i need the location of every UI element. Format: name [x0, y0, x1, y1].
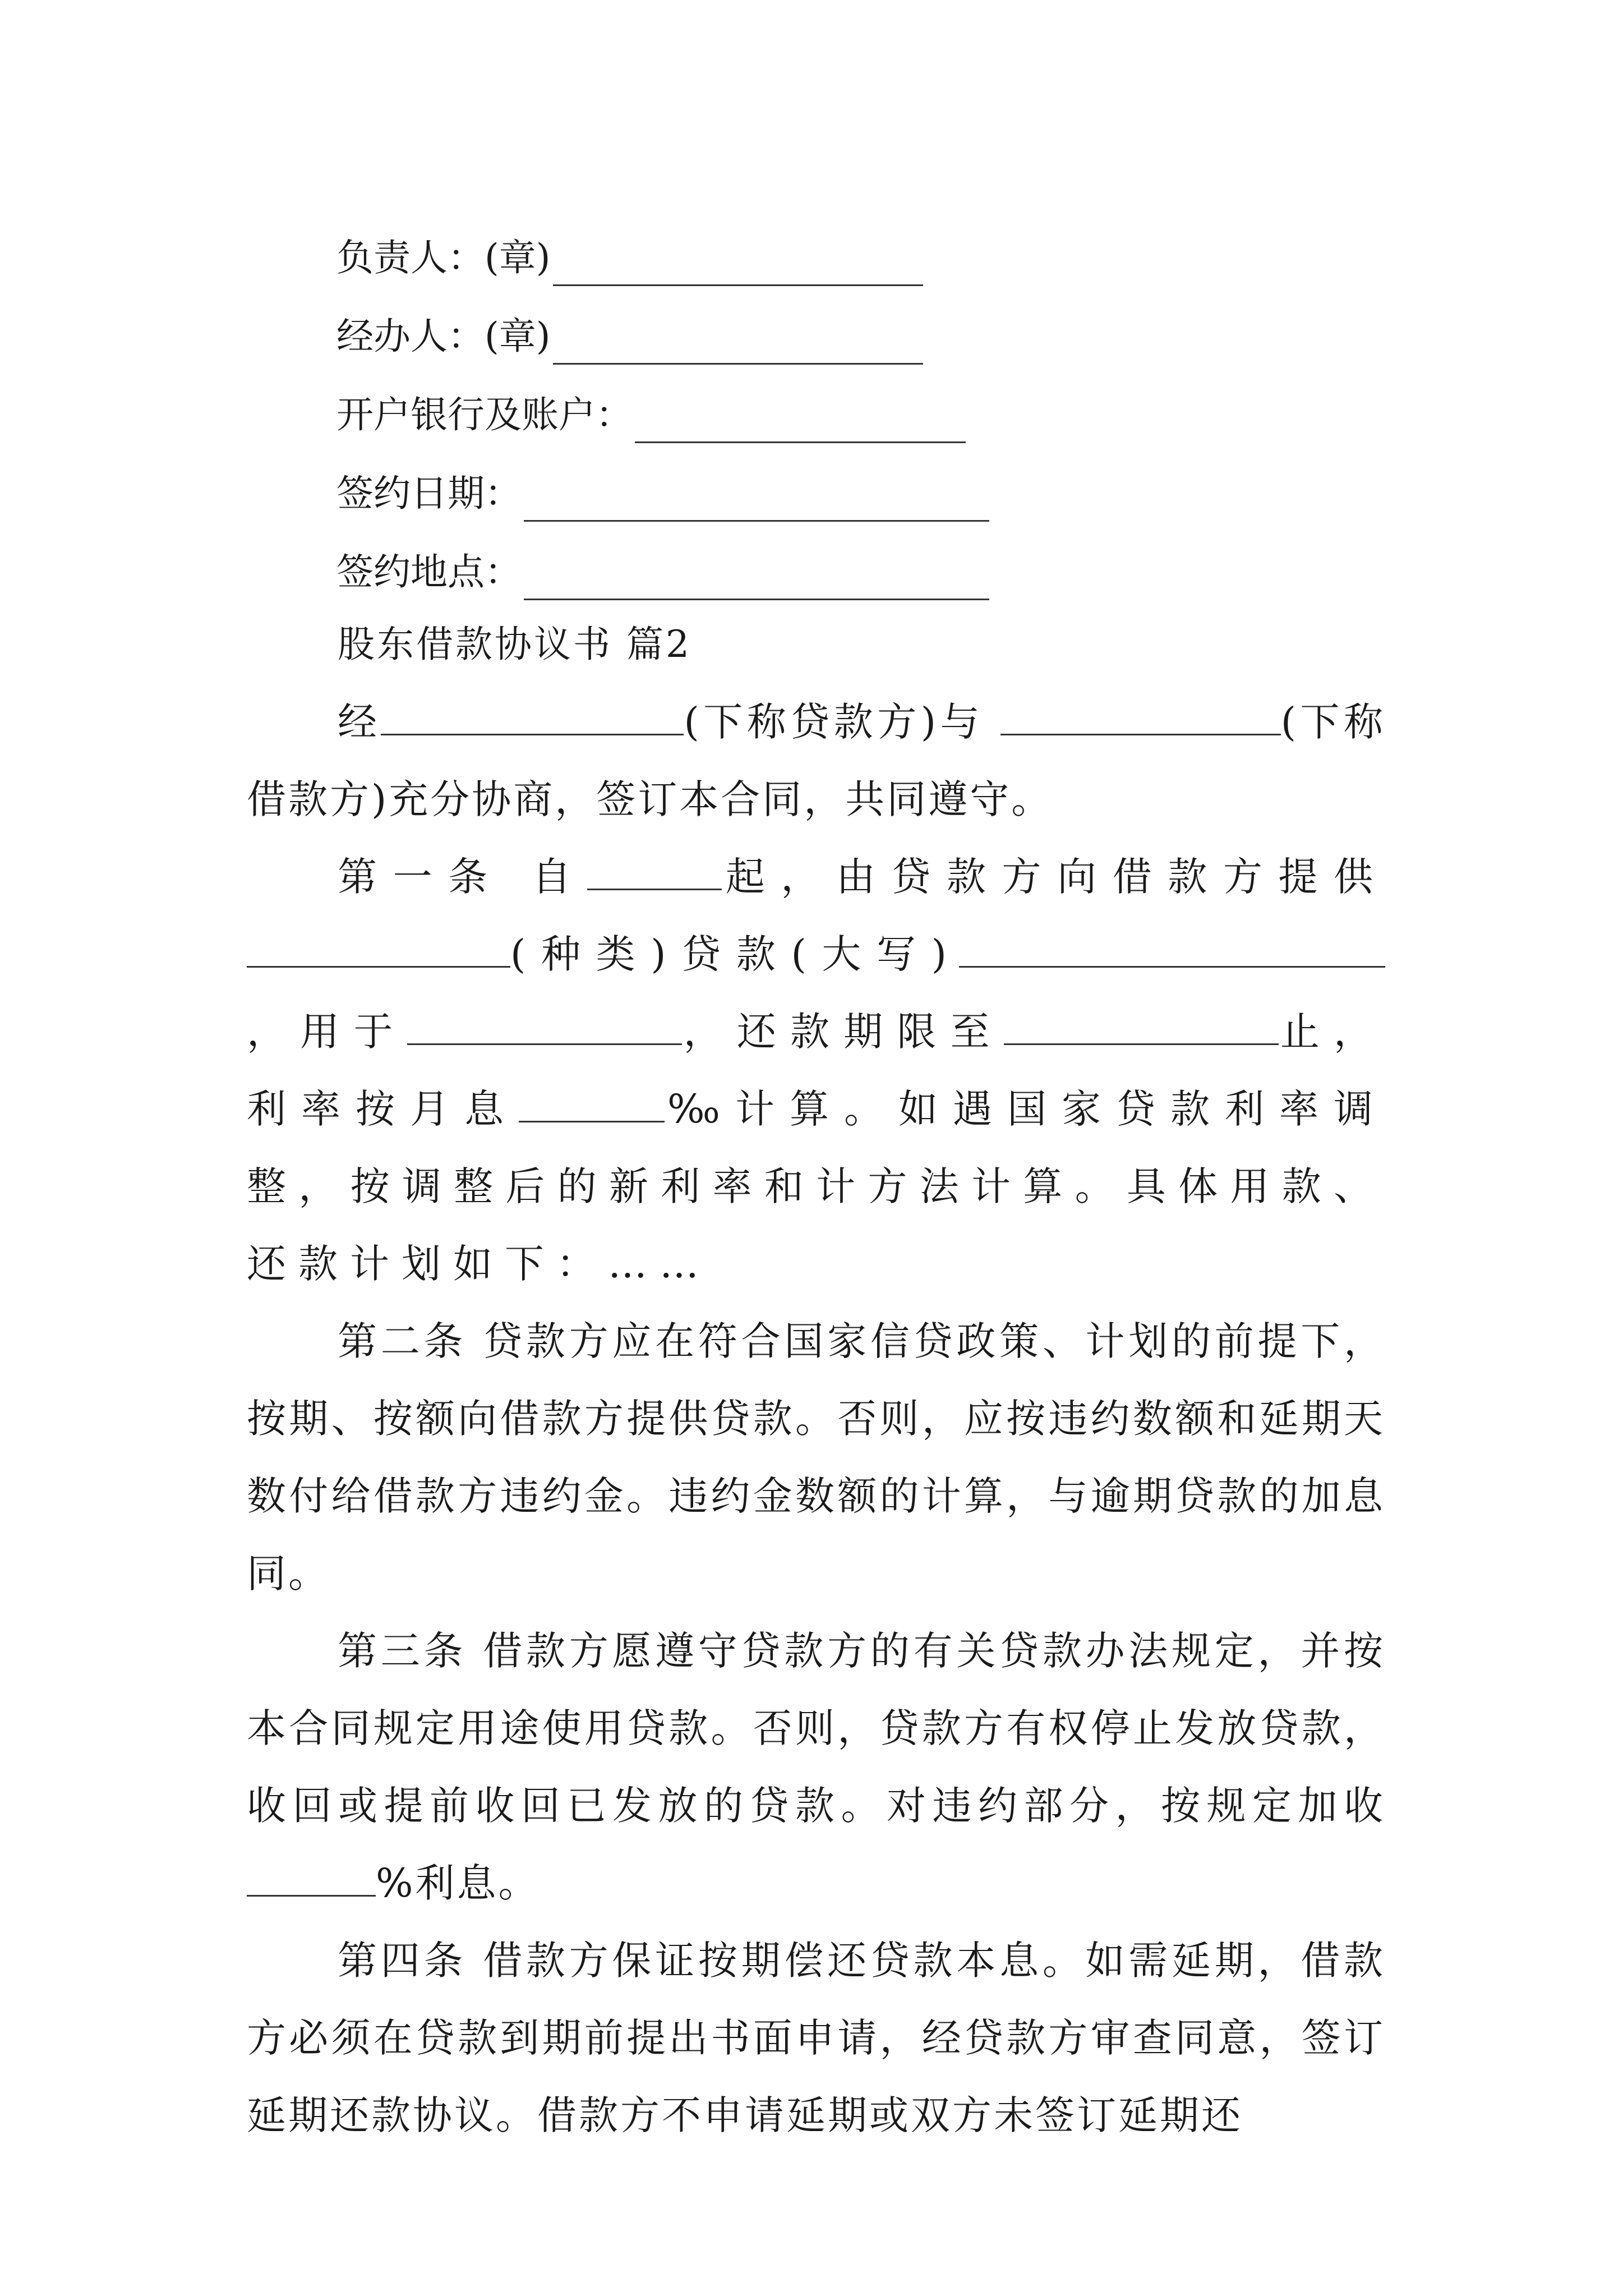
fill-blank — [381, 699, 684, 735]
signature-label: 签约地点： — [336, 550, 522, 593]
fill-blank — [553, 327, 923, 365]
fill-blank — [959, 931, 1385, 968]
section-title: 股东借款协议书 篇2 — [338, 623, 691, 666]
fill-blank — [1004, 1009, 1279, 1045]
signature-label: 经办人：(章) — [336, 315, 551, 358]
signature-block — [336, 208, 1290, 600]
fill-blank — [635, 406, 966, 443]
article-2: 第二条 贷款方应在符合国家信贷政策、计划的前提下，按期、按额向借款方提供贷款。否则，应按违约数额和延期天数付给借款方违约金。违约金数额的计算，与逾期贷款的加息同。 — [247, 1318, 1385, 1596]
fill-blank — [524, 563, 989, 600]
fill-blank — [587, 854, 722, 890]
signature-line-date — [336, 443, 1290, 522]
signature-label: 负责人：(章) — [336, 236, 551, 279]
agreement-body — [247, 606, 1385, 2154]
article-3: 第三条 借款方愿遵守贷款方的有关贷款办法规定，并按本合同规定用途使用贷款。否则，贷款方有权停止发放贷款，收回或提前收回已发放的贷款。对违约部分，按规定加收%利息。 — [247, 1628, 1385, 1906]
signature-line-handler — [336, 286, 1290, 365]
signature-line-responsible — [336, 208, 1290, 286]
signature-label: 签约日期： — [336, 472, 522, 515]
fill-blank — [407, 1009, 682, 1045]
fill-blank — [247, 931, 510, 968]
signature-label: 开户银行及账户： — [336, 393, 633, 436]
signature-line-bank-account — [336, 365, 1290, 443]
fill-blank — [519, 1086, 665, 1122]
fill-blank — [553, 249, 923, 286]
signature-line-place — [336, 522, 1290, 600]
article-4: 第四条 借款方保证按期偿还贷款本息。如需延期，借款方必须在贷款到期前提出书面申请，经贷款方审查同意，签订延期还款协议。借款方不申请延期或双方未签订延期还 — [247, 1938, 1385, 2138]
article-1: 第一条 自 起，由贷款方向借款方提供(种类)贷款(大写)，用于 ，还款期限至 止，利率按月息 ‰计算。如遇国家贷款利率调整，按调整后的新利率和计方法计算。具体用款、还款计划如下：…… — [247, 854, 1386, 1287]
fill-blank — [1000, 699, 1281, 735]
fill-blank — [524, 484, 989, 522]
fill-blank — [247, 1860, 376, 1897]
preamble-paragraph: 经 (下称贷款方)与 (下称借款方)充分协商，签订本合同，共同遵守。 — [247, 699, 1385, 822]
